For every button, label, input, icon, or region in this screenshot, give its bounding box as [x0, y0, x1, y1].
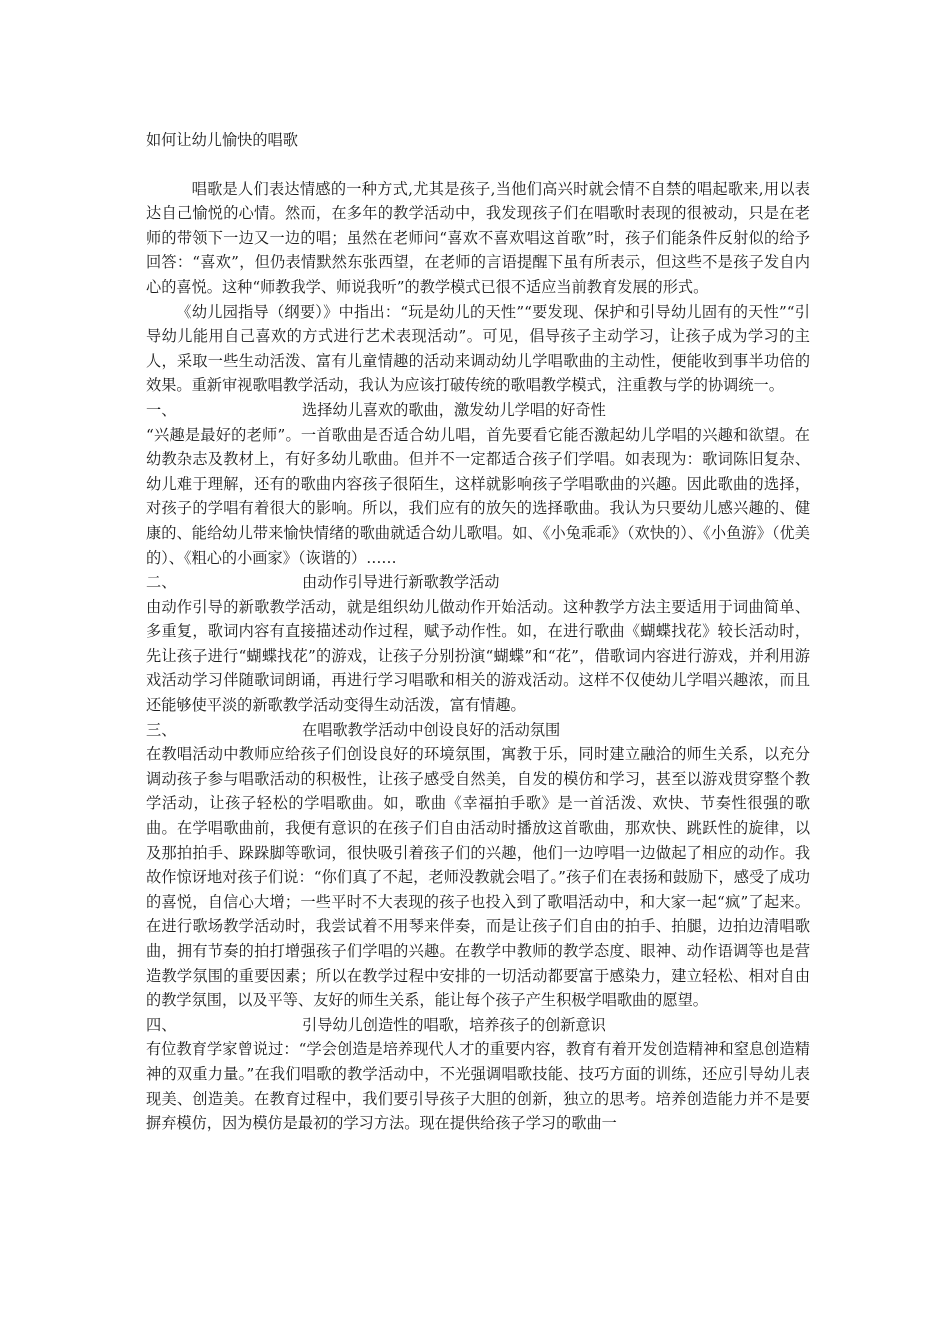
- document-page: [146, 128, 810, 1136]
- section-number: 四、: [146, 1015, 177, 1034]
- intro-paragraph-1: 唱歌是人们表达情感的一种方式,尤其是孩子,当他们高兴时就会情不自禁的唱起歌来,用以表达自己愉悦的心情。然而，在多年的教学活动中，我发现孩子们在唱歌时表现的很被动，只是在老师的带领下一边又一边的唱；虽然在老师问“喜欢不喜欢唱这首歌”时，孩子们能条件反射似的给予回答：“喜欢”，但仍表情默然东张西望，在老师的言语提醒下虽有所表示，但这些不是孩子发自内心的喜悦。这种“师教我学、师说我听”的教学模式已很不适应当前教育发展的形式。: [146, 179, 810, 296]
- intro-paragraph-2: 《幼儿园指导（纲要）》中指出：“玩是幼儿的天性”“要发现、保护和引导幼儿固有的天性”“引导幼儿能用自己喜欢的方式进行艺术表现活动”。可见，倡导孩子主动学习，让孩子成为学习的主人，采取一些生动活泼、富有儿童情趣的活动来调动幼儿学唱歌曲的主动性，便能收到事半功倍的效果。重新审视歌唱教学活动，我认为应该打破传统的歌唱教学模式，注重教与学的协调统一。: [146, 302, 810, 395]
- section-body-4: 有位教育学家曾说过：“学会创造是培养现代人才的重要内容，教育有着开发创造精神和窒息创造精神的双重力量。”在我们唱歌的教学活动中，不光强调唱歌技能、技巧方面的训练，还应引导幼儿表现美、创造美。在教育过程中，我们要引导孩子大胆的创新，独立的思考。培养创造能力并不是要摒弃模仿，因为模仿是最初的学习方法。现在提供给孩子学习的歌曲一: [146, 1040, 810, 1133]
- section-heading-2: [146, 570, 810, 595]
- section-body-1: “兴趣是最好的老师”。一首歌曲是否适合幼儿唱，首先要看它能否激起幼儿学唱的兴趣和欲望。在幼教杂志及教材上，有好多幼儿歌曲。但并不一定都适合孩子们学唱。如表现为：歌词陈旧复杂、幼儿难于理解，还有的歌曲内容孩子很陌生，这样就影响孩子学唱歌曲的兴趣。因此歌曲的选择，对孩子的学唱有着很大的影响。所以，我们应有的放矢的选择歌曲。我认为只要幼儿感兴趣的、健康的、能给幼儿带来愉快情绪的歌曲就适合幼儿歌唱。如、《小兔乖乖》（欢快的）、《小鱼游》（优美的）、《粗心的小画家》（诙谐的）……: [146, 425, 810, 567]
- section-number: 一、: [146, 400, 177, 419]
- section-number: 二、: [146, 573, 177, 592]
- section-number: 三、: [146, 720, 177, 739]
- section-heading-4: [146, 1013, 810, 1038]
- section-heading-text: 在唱歌教学活动中创设良好的活动氛围: [302, 720, 561, 739]
- document-title: 如何让幼儿愉快的唱歌: [146, 131, 298, 149]
- section-body-3: 在教唱活动中教师应给孩子们创设良好的环境氛围，寓教于乐，同时建立融洽的师生关系，以充分调动孩子参与唱歌活动的积极性，让孩子感受自然美，自发的模仿和学习，甚至以游戏贯穿整个教学活动，让孩子轻松的学唱歌曲。如，歌曲《幸福拍手歌》是一首活泼、欢快、节奏性很强的歌曲。在学唱歌曲前，我便有意识的在孩子们自由活动时播放这首歌曲，那欢快、跳跃性的旋律，以及那拍拍手、跺跺脚等歌词，很快吸引着孩子们的兴趣，他们一边哼唱一边做起了相应的动作。我故作惊讶地对孩子们说：“你们真了不起，老师没教就会唱了。”孩子们在表扬和鼓励下，感受了成功的喜悦，自信心大增；一些平时不大表现的孩子也投入到了歌唱活动中，和大家一起“疯”了起来。在进行歌场教学活动时，我尝试着不用琴来伴奏，而是让孩子们自由的拍手、拍腿，边拍边清唱歌曲，拥有节奏的拍打增强孩子们学唱的兴趣。在教学中教师的教学态度、眼神、动作语调等也是营造教学氛围的重要因素；所以在教学过程中安排的一切活动都要富于感染力，建立轻松、相对自由的教学氛围，以及平等、友好的师生关系，能让每个孩子产生积极学唱歌曲的愿望。: [146, 745, 810, 1010]
- section-heading-text: 选择幼儿喜欢的歌曲，激发幼儿学唱的好奇性: [302, 400, 606, 419]
- section-heading-1: [146, 398, 810, 423]
- section-heading-3: [146, 718, 810, 743]
- section-body-2: 由动作引导的新歌教学活动，就是组织幼儿做动作开始活动。这种教学方法主要适用于词曲简单、多重复，歌词内容有直接描述动作过程，赋予动作性。如，在进行歌曲《蝴蝶找花》较长活动时，先让孩子进行“蝴蝶找花”的游戏，让孩子分别扮演“蝴蝶”和“花”，借歌词内容进行游戏，并利用游戏活动学习伴随歌词朗诵，再进行学习唱歌和相关的游戏活动。这样不仅使幼儿学唱兴趣浓，而且还能够使平淡的新歌教学活动变得生动活泼，富有情趣。: [146, 597, 810, 715]
- section-heading-text: 由动作引导进行新歌教学活动: [302, 573, 500, 592]
- section-heading-text: 引导幼儿创造性的唱歌，培养孩子的创新意识: [302, 1015, 606, 1034]
